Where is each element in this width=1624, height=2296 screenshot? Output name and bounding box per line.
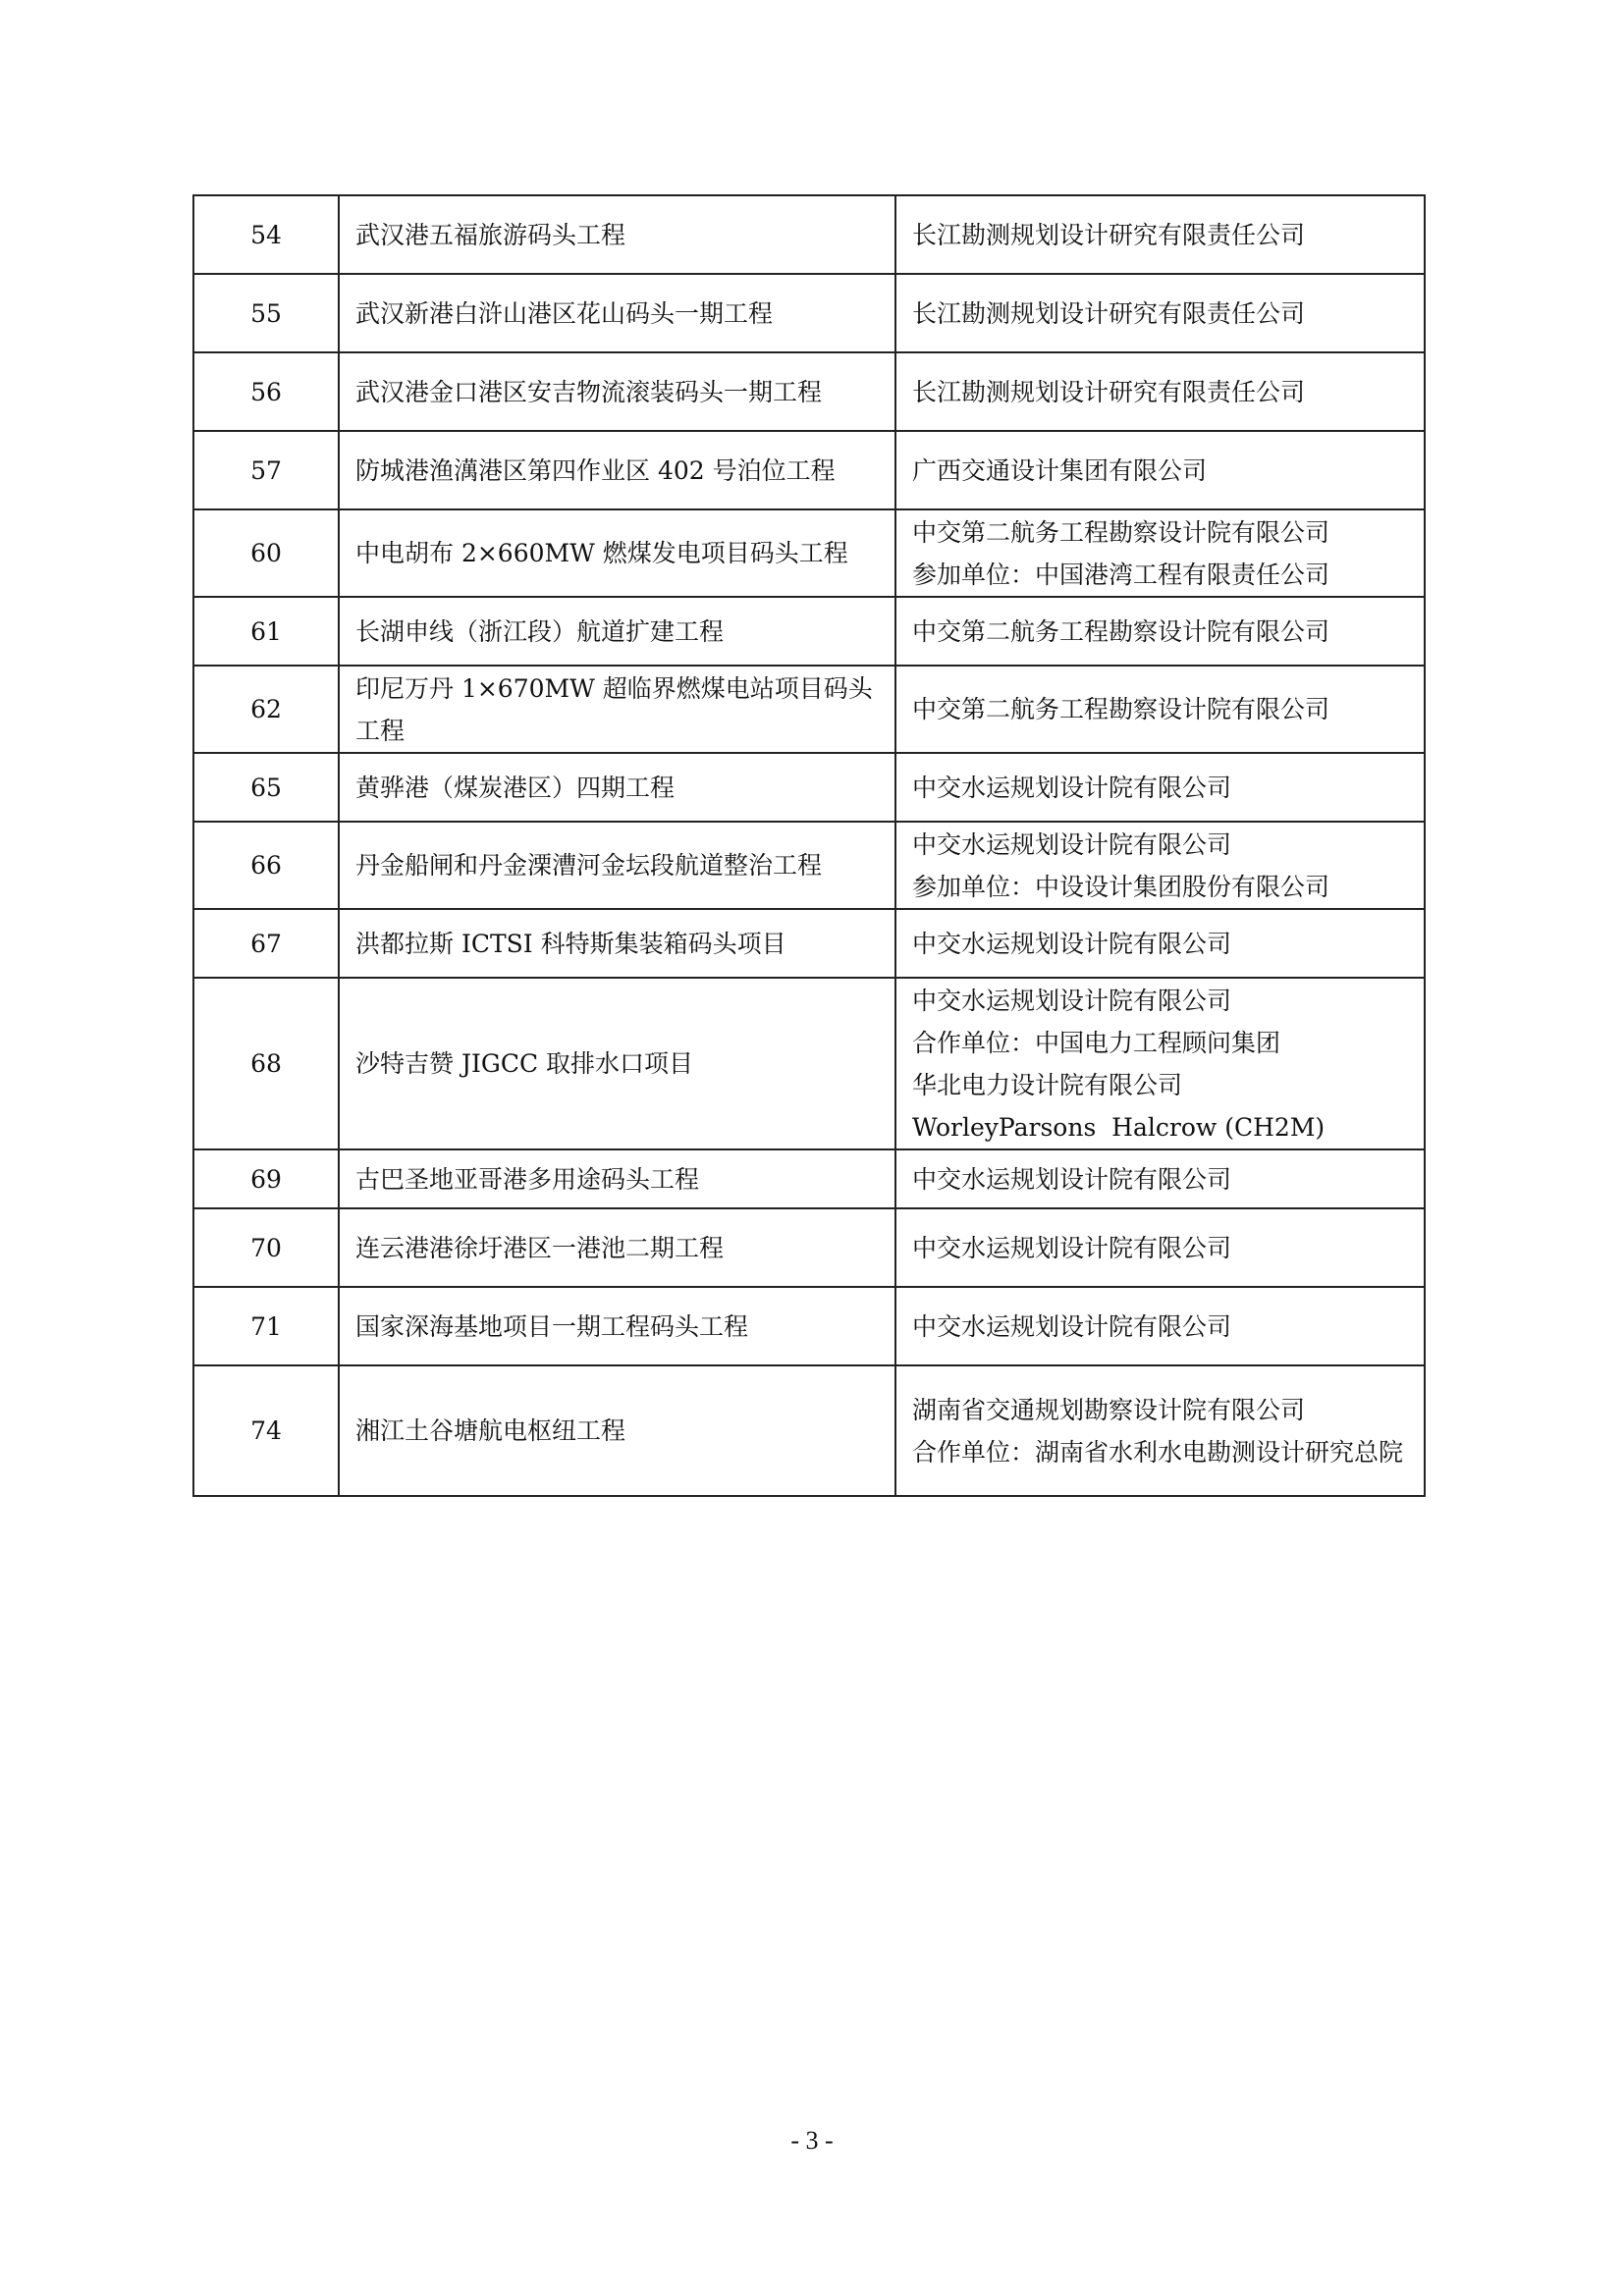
unit-line: 中交水运规划设计院有限公司	[912, 829, 1232, 859]
unit-line: 合作单位：中国电力工程顾问集团	[912, 1028, 1281, 1057]
row-number: 57	[193, 431, 339, 509]
unit-line: 参加单位：中设设计集团股份有限公司	[912, 872, 1330, 901]
design-unit	[895, 666, 1425, 753]
row-number: 61	[193, 597, 339, 666]
row-number: 62	[193, 666, 339, 753]
project-name: 防城港渔澫港区第四作业区 402 号泊位工程	[339, 431, 895, 509]
project-name: 丹金船闸和丹金溧漕河金坛段航道整治工程	[339, 822, 895, 909]
project-table	[192, 194, 1426, 1497]
design-unit	[895, 352, 1425, 431]
project-name: 沙特吉赞 JIGCC 取排水口项目	[339, 978, 895, 1149]
unit-line: 参加单位：中国港湾工程有限责任公司	[912, 560, 1330, 589]
unit-line: 中交水运规划设计院有限公司	[912, 986, 1232, 1015]
table-row	[193, 753, 1425, 822]
project-name: 湘江土谷塘航电枢纽工程	[339, 1365, 895, 1496]
row-number: 74	[193, 1365, 339, 1496]
design-unit	[895, 274, 1425, 352]
design-unit	[895, 597, 1425, 666]
project-name: 印尼万丹 1×670MW 超临界燃煤电站项目码头工程	[339, 666, 895, 753]
project-name: 中电胡布 2×660MW 燃煤发电项目码头工程	[339, 509, 895, 597]
table-row	[193, 1365, 1425, 1496]
row-number: 54	[193, 195, 339, 274]
project-name: 国家深海基地项目一期工程码头工程	[339, 1287, 895, 1365]
page-number: - 3 -	[790, 2126, 834, 2155]
unit-line: 中交水运规划设计院有限公司	[912, 929, 1232, 958]
row-number: 67	[193, 909, 339, 978]
unit-line: 华北电力设计院有限公司	[912, 1070, 1183, 1099]
design-unit	[895, 909, 1425, 978]
project-name: 洪都拉斯 ICTSI 科特斯集装箱码头项目	[339, 909, 895, 978]
design-unit	[895, 1208, 1425, 1287]
design-unit	[895, 822, 1425, 909]
table-row	[193, 909, 1425, 978]
row-number: 56	[193, 352, 339, 431]
unit-line: 中交水运规划设计院有限公司	[912, 1233, 1232, 1262]
table-row	[193, 978, 1425, 1149]
design-unit	[895, 195, 1425, 274]
design-unit	[895, 1365, 1425, 1496]
project-name: 连云港港徐圩港区一港池二期工程	[339, 1208, 895, 1287]
design-unit	[895, 1287, 1425, 1365]
design-unit	[895, 431, 1425, 509]
project-name: 武汉港五福旅游码头工程	[339, 195, 895, 274]
unit-line: 合作单位：湖南省水利水电勘测设计研究总院	[912, 1437, 1404, 1467]
project-name: 长湖申线（浙江段）航道扩建工程	[339, 597, 895, 666]
row-number: 55	[193, 274, 339, 352]
unit-line: WorleyParsons Halcrow (CH2M)	[912, 1112, 1326, 1142]
project-name: 黄骅港（煤炭港区）四期工程	[339, 753, 895, 822]
design-unit	[895, 978, 1425, 1149]
unit-line: 中交水运规划设计院有限公司	[912, 1164, 1232, 1194]
table-row	[193, 352, 1425, 431]
table-row	[193, 822, 1425, 909]
row-number: 68	[193, 978, 339, 1149]
row-number: 71	[193, 1287, 339, 1365]
unit-line: 中交第二航务工程勘察设计院有限公司	[912, 616, 1330, 646]
table-row	[193, 509, 1425, 597]
row-number: 60	[193, 509, 339, 597]
row-number: 65	[193, 753, 339, 822]
row-number: 69	[193, 1149, 339, 1208]
unit-line: 长江勘测规划设计研究有限责任公司	[912, 220, 1306, 249]
table-row	[193, 597, 1425, 666]
table-row	[193, 1149, 1425, 1208]
table-row	[193, 195, 1425, 274]
row-number: 70	[193, 1208, 339, 1287]
unit-line: 长江勘测规划设计研究有限责任公司	[912, 377, 1306, 406]
table-row	[193, 1287, 1425, 1365]
unit-line: 广西交通设计集团有限公司	[912, 455, 1208, 485]
table-row	[193, 274, 1425, 352]
table-row	[193, 666, 1425, 753]
unit-line: 长江勘测规划设计研究有限责任公司	[912, 298, 1306, 328]
unit-line: 中交第二航务工程勘察设计院有限公司	[912, 695, 1330, 723]
table-row	[193, 431, 1425, 509]
row-number: 66	[193, 822, 339, 909]
design-unit	[895, 1149, 1425, 1208]
project-name: 古巴圣地亚哥港多用途码头工程	[339, 1149, 895, 1208]
project-table-body	[193, 195, 1425, 1496]
design-unit	[895, 753, 1425, 822]
project-name: 武汉新港白浒山港区花山码头一期工程	[339, 274, 895, 352]
unit-line: 中交水运规划设计院有限公司	[912, 1311, 1232, 1341]
design-unit	[895, 509, 1425, 597]
unit-line: 中交第二航务工程勘察设计院有限公司	[912, 517, 1330, 547]
table-row	[193, 1208, 1425, 1287]
unit-line: 湖南省交通规划勘察设计院有限公司	[912, 1395, 1306, 1424]
unit-line: 中交水运规划设计院有限公司	[912, 773, 1232, 802]
project-name: 武汉港金口港区安吉物流滚装码头一期工程	[339, 352, 895, 431]
